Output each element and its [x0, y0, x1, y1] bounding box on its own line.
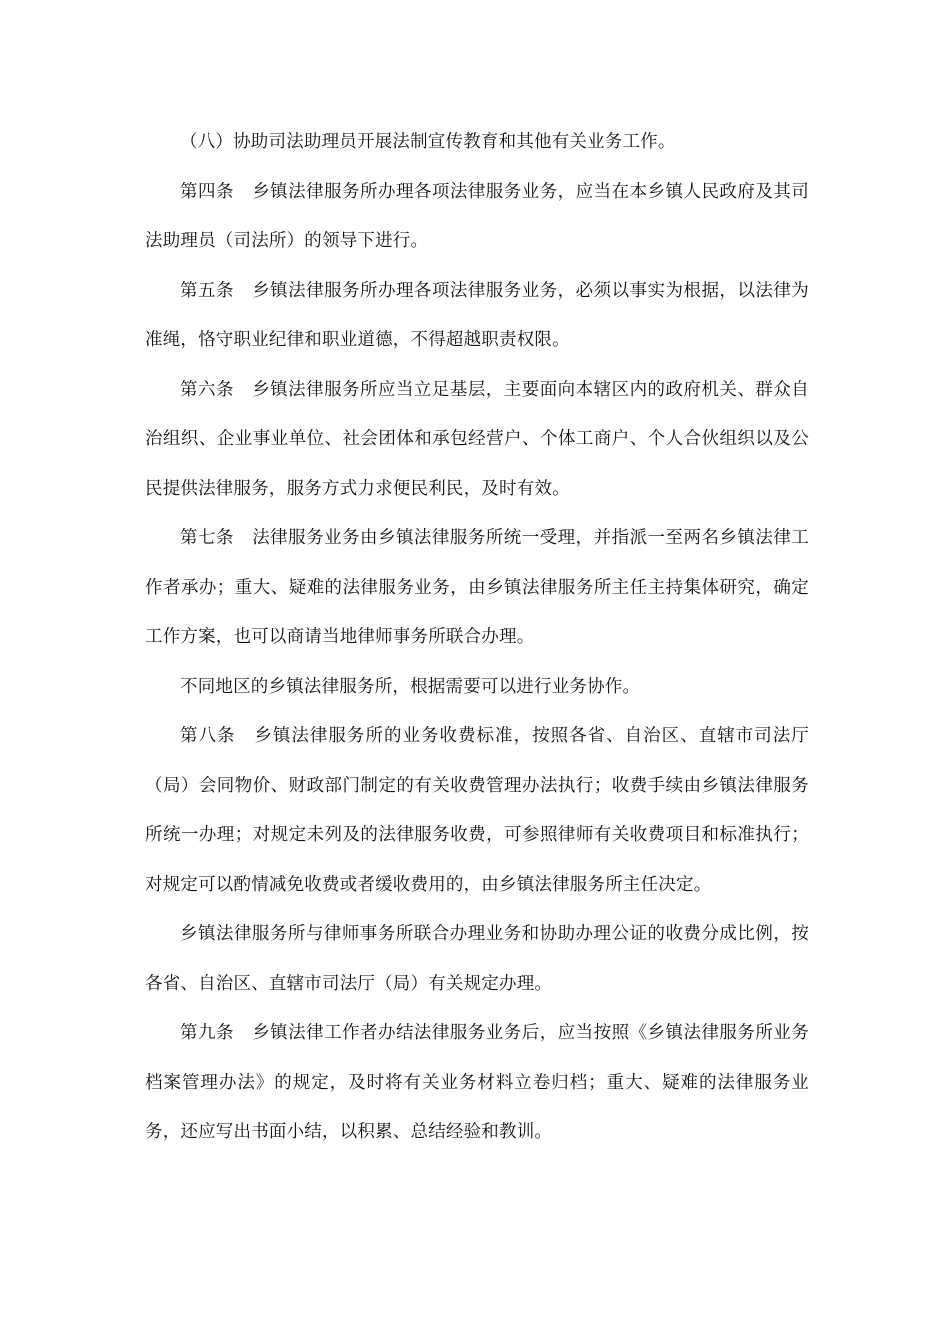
article-text: 乡镇法律服务所的业务收费标准，按照各省、自治区、直辖市司法厅（局）会同物价、财政部门制定的有关收费管理办法执行；收费手续由乡镇法律服务所统一办理；对规定未列及的法律服务收费，可参照律师有关收费项目和标准执行；对规定可以酌情减免收费或者缓收费用的，由乡镇法律服务所主任决定。: [145, 726, 809, 895]
article-text: 乡镇法律服务所应当立足基层，主要面向本辖区内的政府机关、群众自治组织、企业事业单位、社会团体和承包经营户、个体工商户、个人合伙组织以及公民提供法律服务，服务方式力求便民利民，及时有效。: [145, 379, 809, 499]
article-8: [145, 712, 809, 910]
article-label: 第九条: [180, 1023, 234, 1043]
article-label: 第五条: [180, 280, 234, 301]
article-4: [145, 168, 809, 267]
article-8-supplement: [145, 910, 809, 1009]
document-body: [145, 118, 809, 1158]
article-text: 法律服务业务由乡镇法律服务所统一受理，并指派一至两名乡镇法律工作者承办；重大、疑难的法律服务业务，由乡镇法律服务所主任主持集体研究，确定工作方案，也可以商请当地律师事务所联合办理。: [145, 528, 809, 647]
article-6: [145, 366, 809, 515]
article-label: 第六条: [180, 379, 234, 400]
paragraph-text: 不同地区的乡镇法律服务所，根据需要可以进行业务协作。: [180, 676, 641, 697]
paragraph-text: 乡镇法律服务所与律师事务所联合办理业务和协助办理公证的收费分成比例，按各省、自治区、直辖市司法厅（局）有关规定办理。: [145, 924, 809, 994]
article-5: [145, 267, 809, 366]
paragraph-text: （八）协助司法助理员开展法制宣传教育和其他有关业务工作。: [180, 132, 676, 152]
article-text: 乡镇法律工作者办结法律服务业务后，应当按照《乡镇法律服务所业务档案管理办法》的规定，及时将有关业务材料立卷归档；重大、疑难的法律服务业务，还应写出书面小结，以积累、总结经验和教训。: [145, 1023, 809, 1142]
paragraph-item-8: [145, 118, 809, 168]
article-label: 第四条: [180, 181, 234, 202]
article-7: [145, 514, 809, 663]
article-text: 乡镇法律服务所办理各项法律服务业务，必须以事实为根据，以法律为准绳，恪守职业纪律和职业道德，不得超越职责权限。: [145, 280, 809, 350]
article-9: [145, 1009, 809, 1158]
article-label: 第八条: [180, 726, 236, 746]
article-7-supplement: [145, 663, 809, 713]
article-text: 乡镇法律服务所办理各项法律服务业务，应当在本乡镇人民政府及其司法助理员（司法所）的领导下进行。: [145, 181, 809, 251]
article-label: 第七条: [180, 528, 234, 548]
